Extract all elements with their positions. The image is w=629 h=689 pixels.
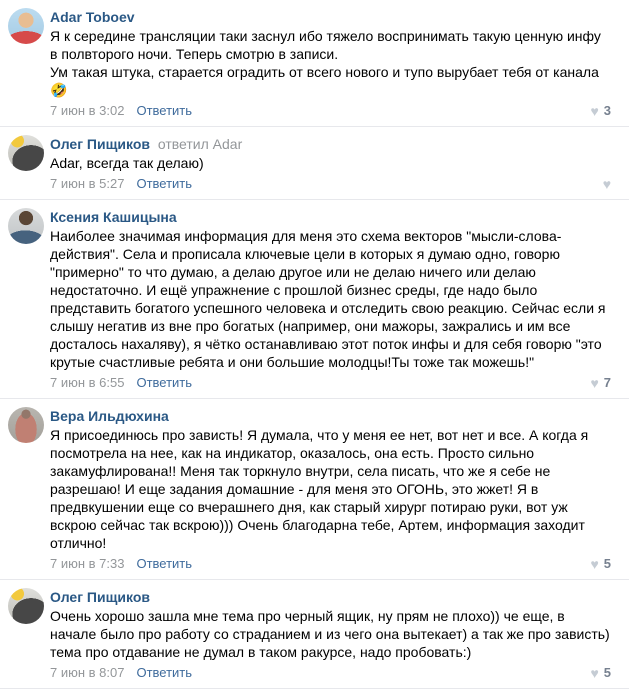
comment-meta xyxy=(50,555,611,573)
comment-date: 7 июн в 5:27 xyxy=(50,176,125,191)
author-link[interactable]: Олег Пищиков xyxy=(50,136,150,152)
avatar[interactable] xyxy=(8,8,44,44)
like-count: 5 xyxy=(603,556,611,571)
comment-body xyxy=(50,154,611,172)
comment-body xyxy=(50,426,611,552)
comment xyxy=(0,127,629,200)
comment-content xyxy=(50,135,611,193)
comment-body xyxy=(50,607,611,661)
comment xyxy=(0,200,629,399)
comment xyxy=(0,0,629,127)
author-link[interactable]: Олег Пищиков xyxy=(50,589,150,605)
avatar[interactable] xyxy=(8,208,44,244)
comment-text: Adar, всегда так делаю) xyxy=(50,155,204,171)
like-count: 3 xyxy=(603,103,611,118)
heart-icon[interactable]: ♥ xyxy=(590,103,599,119)
comment-body xyxy=(50,27,611,99)
like-control[interactable] xyxy=(590,555,611,573)
comment-header xyxy=(50,588,611,606)
comment-content xyxy=(50,208,611,392)
comment xyxy=(0,399,629,580)
reply-button[interactable]: Ответить xyxy=(136,665,193,680)
avatar[interactable] xyxy=(8,588,44,624)
comment-meta xyxy=(50,664,611,682)
comment-text: Я к середине трансляции таки заснул ибо тяжело воспринимать такую ценную инфу в полвторого ночи. Теперь смотрю в записи. xyxy=(50,28,601,62)
comment-date: 7 июн в 8:07 xyxy=(50,665,125,680)
avatar[interactable] xyxy=(8,135,44,171)
comment-date: 7 июн в 7:33 xyxy=(50,556,125,571)
author-link[interactable]: Ксения Кашицына xyxy=(50,209,177,225)
reply-to-label: ответил Adar xyxy=(157,136,243,152)
comment-text: Ум такая штука, старается оградить от всего нового и тупо вырубает тебя от канала🤣 xyxy=(50,64,599,98)
like-control[interactable] xyxy=(590,664,611,682)
like-control[interactable] xyxy=(590,374,611,392)
like-count: 7 xyxy=(603,375,611,390)
avatar[interactable] xyxy=(8,407,44,443)
comment-text: Я присоединюсь про зависть! Я думала, что у меня ее нет, вот нет и все. А когда я посмотрела на нее, как на индикатор, оказалось, она есть. Просто сильно закамуфлирована!! Меня так торкнуло внутри, села писать, что же я себе не разрешаю! И еще задания домашние - для меня это ОГОНЬ, это жжет! Я в предвкушении еще со вчерашнего дня, как старый хирург потираю руки, вот уж вскрою сейчас так вскрою))) Очень благодарна тебе, Артем, информация заходит отлично! xyxy=(50,427,589,551)
comment-text: Очень хорошо зашла мне тема про черный ящик, ну прям не плохо)) че еще, в начале было про работу со страданием и из чего она вытекает) а так же про зависть) тема про отдавание не думал в таком ракурсе, надо пробовать:) xyxy=(50,608,610,660)
like-control[interactable] xyxy=(590,102,611,120)
heart-icon[interactable]: ♥ xyxy=(602,176,611,192)
reply-button[interactable]: Ответить xyxy=(136,176,193,191)
reply-button[interactable]: Ответить xyxy=(136,556,193,571)
comment-meta xyxy=(50,374,611,392)
comment-header xyxy=(50,407,611,425)
heart-icon[interactable]: ♥ xyxy=(590,375,599,391)
comment-content xyxy=(50,407,611,573)
comment-content xyxy=(50,8,611,120)
comment-header xyxy=(50,208,611,226)
heart-icon[interactable]: ♥ xyxy=(590,556,599,572)
comment-date: 7 июн в 6:55 xyxy=(50,375,125,390)
like-count: 5 xyxy=(603,665,611,680)
heart-icon[interactable]: ♥ xyxy=(590,665,599,681)
comment-content xyxy=(50,588,611,682)
reply-button[interactable]: Ответить xyxy=(136,103,193,118)
author-link[interactable]: Вера Ильдюхина xyxy=(50,408,169,424)
comment-header xyxy=(50,8,611,26)
comment-header xyxy=(50,135,611,153)
comment-meta xyxy=(50,102,611,120)
author-link[interactable]: Adar Toboev xyxy=(50,9,135,25)
reply-button[interactable]: Ответить xyxy=(136,375,193,390)
comment xyxy=(0,580,629,689)
like-control[interactable] xyxy=(603,177,611,191)
comment-meta xyxy=(50,175,611,193)
comment-text: Наиболее значимая информация для меня это схема векторов "мысли-слова-действия". Села и прописала ключевые цели в которых я думаю одно, говорю "примерно" то что думаю, а делаю другое или не делаю ничего или делаю недостаточно. И ещё упражнение с прошлой бизнес среды, где надо было представить богатого успешного человека и отследить свою реакцию. Сейчас если я слышу негатив из вне про богатых (например, они мажоры, зажрались и им все досталось нахаляву), я чётко останавливаю этот поток инфы и для себя говорю "это крутые счастливые ребята и они большие молодцы!Ты тоже так можешь!" xyxy=(50,228,606,370)
comment-body xyxy=(50,227,611,371)
comment-date: 7 июн в 3:02 xyxy=(50,103,125,118)
